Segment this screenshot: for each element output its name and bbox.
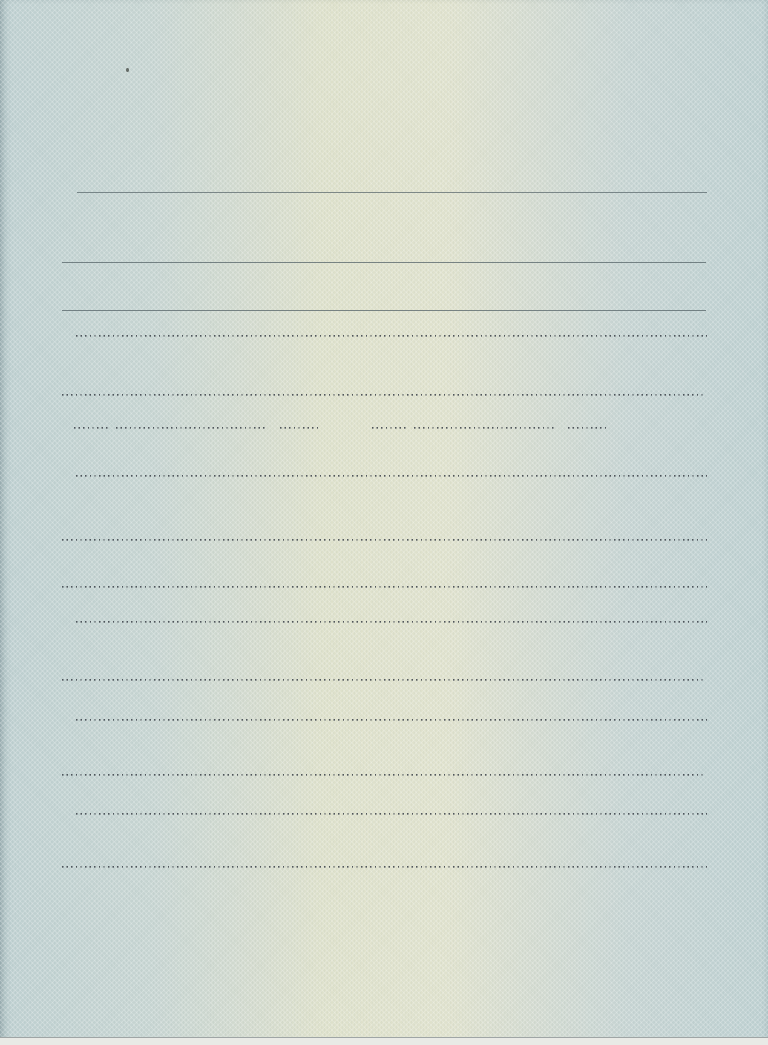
- thesis-row: [68, 812, 707, 819]
- program-fill-line: [76, 620, 707, 623]
- year-fill-2: [568, 426, 606, 429]
- blank-line-2: [62, 288, 706, 311]
- retraining-row: [68, 474, 707, 481]
- program-fill-line-2: [62, 665, 707, 685]
- thesis-fill-line: [76, 812, 707, 815]
- month-fill: [116, 426, 266, 429]
- education-doc-row: [68, 334, 707, 341]
- internship-fill-line: [76, 718, 707, 721]
- education-doc-fill-line: [76, 334, 707, 337]
- retraining-fill-line: [76, 474, 707, 477]
- institution-fill-line-2: [62, 572, 707, 592]
- education-doc-fill-line-2: [62, 380, 707, 400]
- internship-fill-line-2: [62, 760, 707, 780]
- thesis-fill-line-2: [62, 852, 707, 872]
- year-fill: [280, 426, 318, 429]
- blank-line-1: [62, 240, 706, 263]
- scan-speck: [126, 68, 129, 72]
- institution-fill-line-1: [62, 525, 707, 545]
- guilloche-top-border: [0, 0, 768, 58]
- date-range-row: [68, 426, 707, 433]
- program-row: [68, 620, 707, 627]
- day-fill: [74, 426, 110, 429]
- name-row: [68, 192, 707, 198]
- guilloche-bottom-border: [0, 983, 768, 1038]
- internship-row: [68, 718, 707, 725]
- day-fill-2: [372, 426, 408, 429]
- name-fill-line: [77, 192, 707, 193]
- scan-edge: [0, 1037, 768, 1045]
- month-fill-2: [414, 426, 554, 429]
